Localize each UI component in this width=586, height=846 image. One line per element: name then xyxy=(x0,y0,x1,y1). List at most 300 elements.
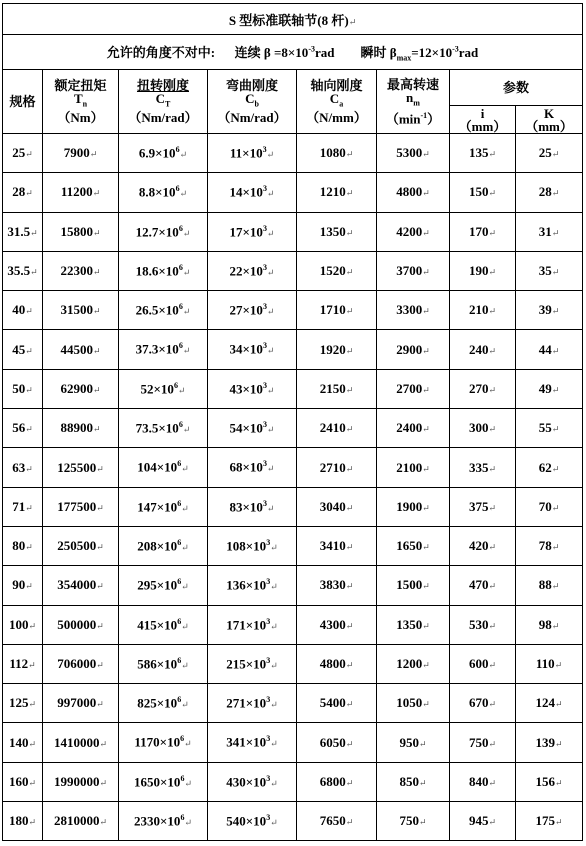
header-speed-sym: n xyxy=(406,89,414,105)
table-row xyxy=(3,134,583,173)
paragraph-mark: ↵ xyxy=(28,777,37,788)
cell-bending-exponent: 3 xyxy=(262,341,267,351)
cell-i xyxy=(450,487,516,526)
cell-bending-value: 27×10 xyxy=(229,302,263,318)
cell-torsional-exponent: 6 xyxy=(175,184,180,194)
cell-torsional-value: 104×10 xyxy=(137,459,178,475)
cell-i xyxy=(450,173,516,212)
paragraph-mark: ↵ xyxy=(555,699,563,710)
paragraph-mark: ↵ xyxy=(488,267,497,278)
paragraph-mark: ↵ xyxy=(345,620,354,631)
paragraph-mark: ↵ xyxy=(28,738,37,749)
table-row xyxy=(3,369,583,408)
cell-bending-exponent: 3 xyxy=(262,184,267,194)
header-torque xyxy=(43,70,119,134)
cell-spec xyxy=(3,212,43,251)
cell-torsional-value: 586×10 xyxy=(137,656,178,672)
paragraph-mark: ↵ xyxy=(266,227,275,238)
cell-i-value: 420 xyxy=(468,538,489,554)
cell-bending-value: 22×10 xyxy=(229,263,263,279)
cell-torque-value: 15800 xyxy=(60,223,93,239)
cell-axial xyxy=(297,251,377,290)
paragraph-mark: ↵ xyxy=(555,777,563,788)
cell-axial-value: 4300 xyxy=(319,616,346,632)
paragraph-mark: ↵ xyxy=(270,738,278,749)
paragraph-mark: ↵ xyxy=(422,502,430,513)
cell-speed-value: 1200 xyxy=(396,656,423,671)
cell-axial-value: 1080 xyxy=(319,145,346,161)
cell-torsional-value: 8.8×10 xyxy=(138,184,176,200)
paragraph-mark: ↵ xyxy=(177,385,186,396)
header-params: 参数 xyxy=(450,70,583,106)
paragraph-mark: ↵ xyxy=(99,817,108,828)
paragraph-mark: ↵ xyxy=(25,463,33,474)
cell-k-value: 139 xyxy=(535,734,555,750)
paragraph-mark: ↵ xyxy=(30,267,38,278)
cell-i-value: 530 xyxy=(468,616,489,632)
cell-i-value: 300 xyxy=(468,420,489,436)
paragraph-mark: ↵ xyxy=(28,620,37,631)
header-torsional-sym: C xyxy=(155,91,166,107)
paragraph-mark: ↵ xyxy=(25,581,33,592)
cell-spec xyxy=(3,291,43,330)
paragraph-mark: ↵ xyxy=(422,581,430,592)
cell-torsional-value: 208×10 xyxy=(137,538,178,554)
cell-i xyxy=(450,291,516,330)
cell-speed-value: 3300 xyxy=(396,302,423,318)
paragraph-mark: ↵ xyxy=(422,699,430,710)
cell-torsional-exponent: 6 xyxy=(177,498,182,508)
paragraph-mark: ↵ xyxy=(270,620,278,631)
cell-torsional xyxy=(119,330,208,369)
cell-i-value: 600 xyxy=(468,656,489,671)
cell-k-value: 55 xyxy=(538,420,552,436)
cell-k xyxy=(516,134,583,173)
cell-i xyxy=(450,330,516,369)
cell-bending-exponent: 3 xyxy=(262,459,267,469)
cell-k xyxy=(516,251,583,290)
paragraph-mark: ↵ xyxy=(25,502,33,513)
note-continuous xyxy=(235,45,335,60)
paragraph-mark: ↵ xyxy=(551,542,560,553)
note-instant-label: 瞬时 β xyxy=(360,44,397,60)
paragraph-mark: ↵ xyxy=(422,424,430,435)
paragraph-mark: ↵ xyxy=(551,188,560,199)
cell-torsional xyxy=(119,487,208,526)
paragraph-mark: ↵ xyxy=(551,149,560,160)
cell-k-value: 98 xyxy=(538,616,552,632)
paragraph-mark: ↵ xyxy=(551,581,560,592)
paragraph-mark: ↵ xyxy=(345,227,354,238)
cell-spec-value: 140 xyxy=(8,734,29,750)
cell-torque xyxy=(43,802,119,841)
cell-speed-value: 1650 xyxy=(396,538,423,554)
cell-axial xyxy=(297,802,377,841)
cell-torsional-exponent: 6 xyxy=(175,144,180,154)
cell-spec xyxy=(3,251,43,290)
cell-spec xyxy=(3,134,43,173)
header-k-unit: （mm） xyxy=(525,118,573,134)
paragraph-mark: ↵ xyxy=(555,738,563,749)
cell-torsional-value: 825×10 xyxy=(137,695,178,711)
paragraph-mark: ↵ xyxy=(345,660,354,670)
cell-torque xyxy=(43,134,119,173)
cell-spec-value: 28 xyxy=(12,184,26,200)
paragraph-mark: ↵ xyxy=(92,384,101,395)
cell-torsional xyxy=(119,134,208,173)
cell-torsional-exponent: 6 xyxy=(177,616,182,626)
cell-torque-value: 11200 xyxy=(60,184,93,200)
cell-torque xyxy=(43,251,119,290)
header-torsional xyxy=(119,70,208,134)
cell-bending xyxy=(208,605,297,644)
paragraph-mark: ↵ xyxy=(266,306,275,317)
paragraph-mark: ↵ xyxy=(551,424,560,435)
cell-torsional xyxy=(119,723,208,762)
cell-torque xyxy=(43,605,119,644)
cell-bending xyxy=(208,487,297,526)
cell-torsional xyxy=(119,762,208,801)
cell-bending-value: 215×10 xyxy=(226,656,267,672)
paragraph-mark: ↵ xyxy=(270,542,278,553)
cell-torque-value: 1990000 xyxy=(53,773,100,789)
paragraph-mark: ↵ xyxy=(345,502,354,513)
cell-speed-value: 5300 xyxy=(396,145,423,161)
paragraph-mark: ↵ xyxy=(488,777,497,788)
cell-k-value: 124 xyxy=(535,695,555,711)
cell-torsional-exponent: 6 xyxy=(180,773,185,783)
cell-torque xyxy=(43,330,119,369)
cell-k-value: 44 xyxy=(538,341,552,357)
cell-axial-value: 1920 xyxy=(319,341,346,357)
paragraph-mark: ↵ xyxy=(30,227,38,238)
cell-k-value: 88 xyxy=(538,577,552,593)
cell-bending-value: 14×10 xyxy=(229,184,263,200)
cell-torsional-exponent: 6 xyxy=(178,223,183,233)
note-continuous-unit: rad xyxy=(314,44,335,60)
paragraph-mark: ↵ xyxy=(345,424,354,435)
cell-torque-value: 125500 xyxy=(57,459,97,475)
cell-i xyxy=(450,526,516,565)
cell-k-value: 78 xyxy=(538,538,552,554)
paragraph-mark: ↵ xyxy=(92,424,101,435)
table-row xyxy=(3,409,583,448)
cell-bending xyxy=(208,526,297,565)
cell-i-value: 470 xyxy=(468,577,489,593)
cell-i xyxy=(450,684,516,723)
cell-bending xyxy=(208,409,297,448)
cell-torque-value: 22300 xyxy=(60,263,93,279)
cell-axial xyxy=(297,212,377,251)
paragraph-mark: ↵ xyxy=(348,16,357,27)
cell-axial-value: 1350 xyxy=(319,223,346,239)
cell-axial-value: 2410 xyxy=(319,420,346,436)
cell-i xyxy=(450,212,516,251)
paragraph-mark: ↵ xyxy=(418,777,427,788)
cell-bending-value: 68×10 xyxy=(229,459,263,475)
cell-i xyxy=(450,802,516,841)
cell-bending xyxy=(208,802,297,841)
cell-speed xyxy=(377,566,450,605)
table-row xyxy=(3,251,583,290)
paragraph-mark: ↵ xyxy=(488,817,497,828)
table-row xyxy=(3,526,583,565)
note-instant-exp: -3 xyxy=(452,44,459,54)
cell-bending-value: 430×10 xyxy=(226,774,267,790)
cell-speed xyxy=(377,487,450,526)
cell-speed-value: 1050 xyxy=(396,695,423,711)
cell-torque xyxy=(43,212,119,251)
cell-k xyxy=(516,173,583,212)
cell-bending-value: 17×10 xyxy=(229,223,263,239)
cell-k xyxy=(516,369,583,408)
cell-torque xyxy=(43,448,119,487)
cell-bending-exponent: 3 xyxy=(266,655,271,665)
cell-torsional-value: 2330×10 xyxy=(134,813,181,829)
paragraph-mark: ↵ xyxy=(92,188,101,199)
cell-bending-exponent: 3 xyxy=(262,223,267,233)
paragraph-mark: ↵ xyxy=(182,227,191,238)
cell-torque xyxy=(43,409,119,448)
paragraph-mark: ↵ xyxy=(488,502,497,513)
cell-torsional xyxy=(119,526,208,565)
cell-torsional xyxy=(119,212,208,251)
cell-k xyxy=(516,605,583,644)
cell-axial xyxy=(297,173,377,212)
cell-speed-value: 1500 xyxy=(396,577,423,593)
paragraph-mark: ↵ xyxy=(179,149,188,160)
header-speed-sub: m xyxy=(413,98,420,108)
cell-torsional xyxy=(119,369,208,408)
cell-k xyxy=(516,409,583,448)
paragraph-mark: ↵ xyxy=(270,660,278,671)
note-instant xyxy=(360,44,479,63)
paragraph-mark: ↵ xyxy=(181,660,189,671)
paragraph-mark: ↵ xyxy=(181,620,189,631)
header-speed-name: 最高转速 xyxy=(386,76,439,92)
paragraph-mark: ↵ xyxy=(270,778,278,789)
cell-speed xyxy=(377,526,450,565)
header-axial-name: 轴向刚度 xyxy=(310,78,363,94)
cell-torsional-value: 295×10 xyxy=(137,577,178,593)
cell-spec xyxy=(3,644,43,683)
cell-k xyxy=(516,566,583,605)
table-row xyxy=(3,330,583,369)
paragraph-mark: ↵ xyxy=(554,660,563,670)
cell-axial-value: 2150 xyxy=(319,380,346,396)
cell-speed-value: 4200 xyxy=(396,223,423,239)
cell-spec xyxy=(3,684,43,723)
paragraph-mark: ↵ xyxy=(96,581,104,592)
cell-torsional xyxy=(119,644,208,683)
cell-bending-exponent: 3 xyxy=(262,302,267,312)
cell-speed-value: 1900 xyxy=(396,498,423,514)
paragraph-mark: ↵ xyxy=(28,660,36,670)
paragraph-mark: ↵ xyxy=(99,777,108,788)
cell-spec-value: 125 xyxy=(8,695,29,711)
cell-spec xyxy=(3,330,43,369)
cell-axial xyxy=(297,723,377,762)
cell-torsional-value: 6.9×10 xyxy=(138,145,176,161)
paragraph-mark: ↵ xyxy=(182,424,191,435)
cell-k-value: 25 xyxy=(538,145,552,161)
cell-bending xyxy=(208,212,297,251)
cell-axial-value: 7650 xyxy=(319,813,346,829)
paragraph-mark: ↵ xyxy=(422,227,430,238)
cell-i-value: 335 xyxy=(468,459,489,475)
paragraph-mark: ↵ xyxy=(551,463,560,474)
table-row xyxy=(3,487,583,526)
cell-bending xyxy=(208,369,297,408)
cell-spec-value: 100 xyxy=(8,616,29,632)
paragraph-mark: ↵ xyxy=(345,777,354,788)
cell-axial-value: 5400 xyxy=(319,695,346,711)
paragraph-mark: ↵ xyxy=(179,188,188,199)
cell-bending-value: 171×10 xyxy=(226,616,267,632)
cell-bending-exponent: 3 xyxy=(266,616,271,626)
cell-k xyxy=(516,212,583,251)
header-speed-unit: （min xyxy=(385,111,421,127)
cell-speed xyxy=(377,448,450,487)
cell-k-value: 28 xyxy=(538,184,552,200)
paragraph-mark: ↵ xyxy=(551,306,560,317)
paragraph-mark: ↵ xyxy=(422,345,430,356)
paragraph-mark: ↵ xyxy=(422,463,430,474)
cell-torsional-exponent: 6 xyxy=(178,341,183,351)
header-spec: 规格 xyxy=(3,70,43,134)
cell-bending-exponent: 3 xyxy=(266,813,271,823)
cell-i-value: 270 xyxy=(468,380,489,396)
paragraph-mark: ↵ xyxy=(25,542,33,553)
cell-spec xyxy=(3,448,43,487)
table-row xyxy=(3,566,583,605)
cell-spec-value: 80 xyxy=(12,538,26,554)
cell-torsional-exponent: 6 xyxy=(180,734,185,744)
paragraph-mark: ↵ xyxy=(422,542,430,553)
paragraph-mark: ↵ xyxy=(92,267,101,278)
paragraph-mark: ↵ xyxy=(181,581,189,592)
header-axial-unit: （N/mm） xyxy=(306,109,367,125)
misalignment-note xyxy=(3,35,583,70)
cell-bending xyxy=(208,723,297,762)
paragraph-mark: ↵ xyxy=(25,306,33,317)
header-k xyxy=(516,106,583,134)
header-torque-unit: （Nm） xyxy=(57,109,104,125)
cell-bending-value: 54×10 xyxy=(229,420,263,436)
header-bending-name: 弯曲刚度 xyxy=(225,78,278,94)
table-row xyxy=(3,684,583,723)
paragraph-mark: ↵ xyxy=(345,306,354,317)
paragraph-mark: ↵ xyxy=(418,738,427,749)
cell-k xyxy=(516,448,583,487)
paragraph-mark: ↵ xyxy=(89,149,98,160)
paragraph-mark: ↵ xyxy=(181,463,189,474)
cell-bending xyxy=(208,330,297,369)
spec-table xyxy=(2,3,583,841)
cell-spec-value: 112 xyxy=(9,656,29,671)
cell-speed xyxy=(377,212,450,251)
table-row xyxy=(3,644,583,683)
cell-k xyxy=(516,526,583,565)
cell-spec-value: 56 xyxy=(12,420,26,436)
paragraph-mark: ↵ xyxy=(345,699,354,710)
cell-speed xyxy=(377,605,450,644)
cell-k-value: 156 xyxy=(535,773,555,789)
cell-bending xyxy=(208,644,297,683)
header-torque-name: 额定扭矩 xyxy=(54,78,107,94)
cell-i-value: 375 xyxy=(468,498,489,514)
cell-k xyxy=(516,291,583,330)
note-instant-unit: rad xyxy=(458,44,479,60)
cell-bending-exponent: 3 xyxy=(266,577,271,587)
cell-k-value: 62 xyxy=(538,459,552,475)
cell-axial-value: 6050 xyxy=(319,734,346,750)
paragraph-mark: ↵ xyxy=(96,620,104,631)
cell-torque-value: 250500 xyxy=(57,538,97,554)
paragraph-mark: ↵ xyxy=(96,699,104,710)
header-torque-sub: n xyxy=(82,99,88,109)
note-instant-value: =12×10 xyxy=(411,44,453,60)
cell-speed xyxy=(377,409,450,448)
header-speed-unit-close: ） xyxy=(427,111,441,127)
table-row xyxy=(3,291,583,330)
cell-axial xyxy=(297,762,377,801)
note-continuous-label: 连续 β =8×10 xyxy=(234,44,309,60)
paragraph-mark: ↵ xyxy=(422,149,430,160)
cell-torsional xyxy=(119,566,208,605)
cell-axial xyxy=(297,330,377,369)
paragraph-mark: ↵ xyxy=(422,188,430,199)
paragraph-mark: ↵ xyxy=(266,188,275,199)
paragraph-mark: ↵ xyxy=(266,149,275,160)
cell-spec-value: 160 xyxy=(8,773,29,789)
cell-axial xyxy=(297,134,377,173)
paragraph-mark: ↵ xyxy=(422,620,430,631)
cell-spec-value: 35.5 xyxy=(7,263,31,279)
paragraph-mark: ↵ xyxy=(96,502,104,513)
cell-axial-value: 4800 xyxy=(319,656,346,671)
paragraph-mark: ↵ xyxy=(28,699,37,710)
table-title-text: S 型标准联轴节(8 杆) xyxy=(228,12,349,28)
cell-spec-value: 90 xyxy=(12,577,26,593)
paragraph-mark: ↵ xyxy=(28,817,37,828)
cell-speed xyxy=(377,173,450,212)
cell-axial-value: 2710 xyxy=(319,459,346,475)
cell-torque-value: 88900 xyxy=(60,420,93,436)
note-lead: 允许的角度不对中: xyxy=(106,44,216,60)
cell-spec xyxy=(3,487,43,526)
cell-speed-value: 2400 xyxy=(396,420,423,436)
cell-axial xyxy=(297,448,377,487)
header-bending-sym: C xyxy=(245,91,255,107)
cell-speed-value: 950 xyxy=(399,734,419,750)
cell-torsional xyxy=(119,684,208,723)
paragraph-mark: ↵ xyxy=(25,188,33,199)
cell-i-value: 750 xyxy=(468,734,489,750)
header-i-sym: i xyxy=(480,105,485,121)
cell-speed-value: 2700 xyxy=(396,380,423,396)
paragraph-mark: ↵ xyxy=(345,188,354,199)
table-title xyxy=(3,4,583,35)
cell-torsional-exponent: 6 xyxy=(177,459,182,469)
cell-torque-value: 62900 xyxy=(60,380,93,396)
table-row xyxy=(3,762,583,801)
paragraph-mark: ↵ xyxy=(266,502,275,513)
cell-torque-value: 7900 xyxy=(63,145,90,161)
cell-spec-value: 180 xyxy=(8,813,29,829)
cell-i xyxy=(450,644,516,683)
paragraph-mark: ↵ xyxy=(92,227,101,238)
